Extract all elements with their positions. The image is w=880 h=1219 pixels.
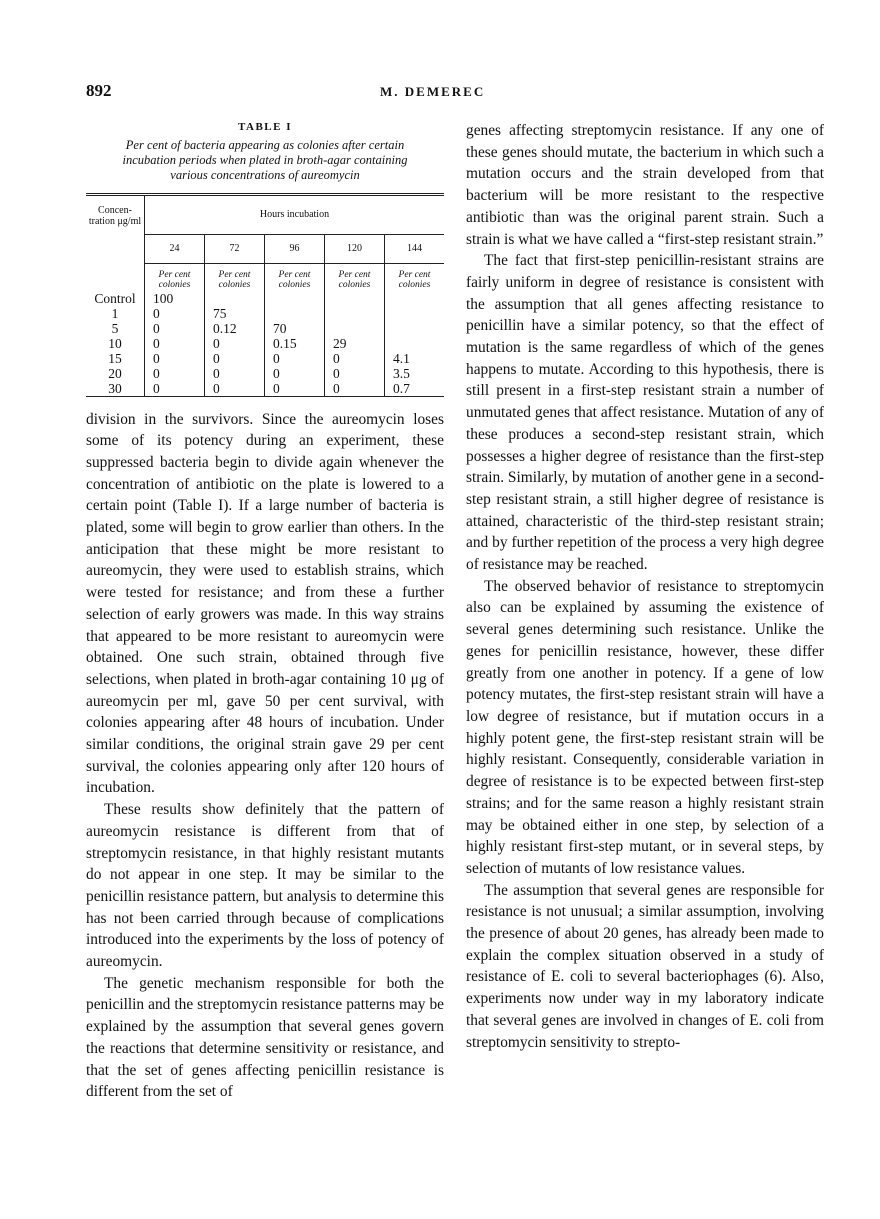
table-cell <box>325 321 385 336</box>
paragraph: division in the survivors. Since the aureomycin loses some of its potency during an experiment, these suppressed bacteria begin to divide again whenever the concentration of antibiotic on the plate is lowered to a certain point (Table I). If a large number of bacteria is plated, some will begin to grow earlier than others. In the anticipation that these might be more resistant to aureomycin, they were used to establish strains, which were tested for resistance; and from these a further selection of early growers was made. In this way strains that appeared to be more resistant to aureomycin were obtained. One such strain, obtained through five selections, when plated in broth-agar containing 10 μg of aureomycin per ml, gave 50 per cent survival, with colonies appearing after 48 hours of incubation. Under similar conditions, the original strain gave 29 per cent survival, the colonies appearing only after 120 hours of incubation. <box>86 410 444 797</box>
table-row <box>86 306 444 321</box>
table-cell: 0 <box>205 351 265 366</box>
table-cell: 0 <box>145 321 205 336</box>
left-column <box>86 120 444 1103</box>
table-cell: 0 <box>325 366 385 381</box>
table-cell: 0 <box>265 366 325 381</box>
unit-label: Per cent colonies <box>265 264 325 291</box>
row-label: 30 <box>86 381 145 397</box>
table-caption: Per cent of bacteria appearing as colonies after certain incubation periods when plated in broth-agar containing various concentrations of aureomycin <box>122 138 408 182</box>
table-row <box>86 381 444 397</box>
table-cell: 0 <box>205 336 265 351</box>
table-cell: 0.7 <box>393 380 410 396</box>
table-row <box>86 291 444 306</box>
hours-column-header: 72 <box>205 235 265 264</box>
running-head: M. DEMEREC <box>380 84 486 99</box>
table-cell <box>205 291 265 306</box>
table-cell <box>385 336 445 351</box>
table-row <box>86 321 444 336</box>
table-cell: 0 <box>145 366 205 381</box>
table-cell: 0 <box>205 366 265 381</box>
row-label: Control <box>86 291 145 306</box>
table-row <box>86 336 444 351</box>
row-label: 10 <box>86 336 145 351</box>
table-cell: 4.1 <box>393 350 410 366</box>
table-cell: 0.15 <box>265 336 325 351</box>
table-cell: 0 <box>145 381 205 397</box>
hours-column-header: 96 <box>265 235 325 264</box>
hours-column-header: 144 <box>385 235 445 264</box>
table-cell <box>325 306 385 321</box>
table-cell <box>385 321 445 336</box>
unit-label: Per cent colonies <box>398 270 431 290</box>
unit-label: Per cent colonies <box>205 264 265 291</box>
paragraph: The genetic mechanism responsible for both the penicillin and the streptomycin resistance patterns may be explained by the assumption that several genes govern the reactions that determine sensitivity or resistance, and that the set of genes affecting penicillin resistance is different from the set of <box>86 974 444 1101</box>
paragraph: genes affecting streptomycin resistance. If any one of these genes should mutate, the bacterium in which such a mutation occurs and the strain developed from that bacterium will be more resistant to the respective antibiotic than was the original parent strain. Such a strain is what we have called a “first-step resistant strain.” <box>466 122 824 248</box>
unit-label: Per cent colonies <box>145 264 205 291</box>
table-cell: 0 <box>145 306 205 321</box>
table-cell: 0 <box>325 351 385 366</box>
table-cell <box>385 291 445 306</box>
table-label: TABLE I <box>237 121 292 133</box>
table-cell: 0 <box>205 381 265 397</box>
hours-column-header: 120 <box>325 235 385 264</box>
hours-column-header: 24 <box>145 235 205 264</box>
table-row <box>86 351 444 366</box>
table-cell: 100 <box>145 291 205 306</box>
page-number: 892 <box>86 81 112 100</box>
data-table <box>86 193 444 401</box>
paragraph: These results show definitely that the pattern of aureomycin resistance is different from that of streptomycin resistance, in that highly resistant mutants do not appear in one step. It may be similar to the penicillin resistance pattern, but analysis to determine this has not been carried through because of complications introduced into the experiments by the loss of potency of aureomycin. <box>86 801 444 971</box>
unit-label: Per cent colonies <box>325 264 385 291</box>
right-column <box>466 120 824 1053</box>
table-cell <box>325 291 385 306</box>
row-label: 20 <box>86 366 145 381</box>
table-cell: 29 <box>325 336 385 351</box>
hours-header: Hours incubation <box>145 195 445 235</box>
paragraph: The fact that first-step penicillin-resistant strains are fairly uniform in degree of resistance is consistent with the assumption that all genes affecting resistance to penicillin have a similar potency, so that the effect of mutation is the same regardless of which of the genes happens to mutate. According to this hypothesis, there is still present in a first-step resistant strain a number of unmutated genes that affect resistance. Mutation of any of these produces a second-step resistant strain, which possesses a higher degree of resistance than the first-step strain. Similarly, by mutation of another gene in a second-step resistant strain, a still higher degree of resistance is attained, characteristic of the third-step resistant strain; and by further repetition of the process a very high degree of resistance may be reached. <box>466 252 824 574</box>
row-label: 5 <box>86 321 145 336</box>
paragraph: The assumption that several genes are responsible for resistance is not unusual; a similar assumption, involving the presence of about 20 genes, has already been made to explain the complex situation observed in a study of resistance of E. coli to several bacteriophages (6). Also, experiments now under way in my laboratory indicate that several genes are involved in changes of E. coli from streptomycin sensitivity to strepto- <box>466 881 824 1051</box>
concentration-header: Concen- tration μg/ml <box>86 195 145 264</box>
table-cell: 0 <box>145 351 205 366</box>
table-cell: 0 <box>265 351 325 366</box>
table-cell: 0.12 <box>205 321 265 336</box>
table-cell <box>265 306 325 321</box>
table-cell <box>265 291 325 306</box>
paragraph: The observed behavior of resistance to streptomycin also can be explained by assuming the existence of several genes determining such resistance. Unlike the genes for penicillin resistance, however, these differ greatly from one another in potency. If a gene of low potency mutates, the first-step resistant strain will have a low degree of resistance, but if mutation occurs in a highly potent gene, the first-step resistant strain will be highly resistant. Consequently, considerable variation in degree of resistance is to be expected between first-step strains; and for the same reason a highly resistant strain may be obtained either in one step, by selection of a highly resistant first-step mutant, or in several steps, by selection of mutants of low resistance values. <box>466 577 824 877</box>
table-cell: 0 <box>145 336 205 351</box>
blank-cell <box>86 264 145 291</box>
table-cell <box>385 306 445 321</box>
table-row <box>86 366 444 381</box>
table-cell: 0 <box>325 381 385 397</box>
table-cell: 0 <box>265 381 325 397</box>
table-cell: 75 <box>205 306 265 321</box>
table-cell: 70 <box>265 321 325 336</box>
row-label: 1 <box>86 306 145 321</box>
table-cell: 3.5 <box>393 365 410 381</box>
row-label: 15 <box>86 351 145 366</box>
